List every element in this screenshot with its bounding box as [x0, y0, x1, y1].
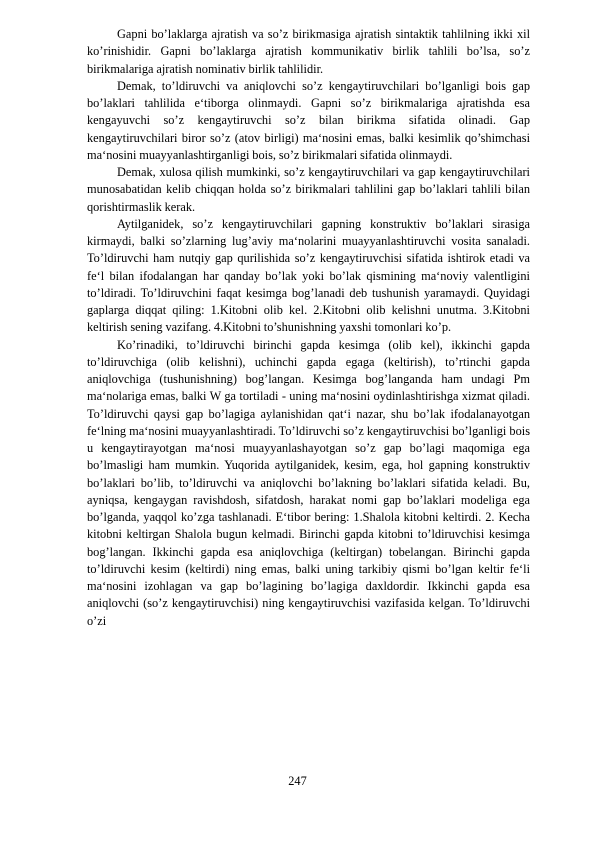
page-number: 247: [288, 774, 307, 788]
paragraph-3: Demak, xulosa qilish mumkinki, so’z kengaytiruvchilari va gap kengaytiruvchilari munosabatidan kelib chiqqan holda so’z birikmalari tahlilini gap bo’laklari tahlili bilan qorishtirmaslik kerak.: [87, 165, 530, 214]
document-body: [87, 26, 530, 630]
paragraph-4: Aytilganidek, so’z kengaytiruvchilari gapning konstruktiv bo’laklari sirasiga kirmaydi, balki so’zlarning lug’aviy ma‘nolarini muayyanlashtiruvchi vosita sanaladi. To’ldiruvchi ham nutqiy gap qurilishida so’z kengaytiruvchisi sifatida ishtirok etadi va fe‘l bilan ifodalangan har qanday bo’lak yoki bo’lak qismining ma‘noviy valentligini to’ldiradi. To’ldiruvchini faqat kesimga bog’lanadi deb tushunish yaramaydi. Quyidagi gaplarga diqqat qiling: 1.Kitobni olib kel. 2.Kitobni olib kelishni unutma. 3.Kitobni keltirish sening vazifang. 4.Kitobni to’shunishning yaxshi tomonlari ko’p.: [87, 216, 530, 335]
paragraph-2: Demak, to’ldiruvchi va aniqlovchi so’z kengaytiruvchilari bo’lganligi bois gap bo’laklari tahlilida e‘tiborga olinmaydi. Gapni so’z birikmalariga ajratishda esa kengayuvchi so’z kengaytiruvchi so’z bilan birikma sifatida olinadi. Gap kengaytiruvchilari biror so’z (atov birligi) ma‘nosini emas, balki kesimlik qo’shimchasi ma‘nosini muayyanlashtirganligi bois, so’z birikmalari sifatida olinmaydi.: [87, 78, 530, 162]
paragraph-1: Gapni bo’laklarga ajratish va so’z birikmasiga ajratish sintaktik tahlilning ikki xil ko’rinishidir. Gapni bo’laklarga ajratish kommunikativ birlik tahlili bo’lsa, so’z birikmalariga ajratish nominativ birlik tahlilidir.: [87, 27, 530, 76]
paragraph-5: Ko’rinadiki, to’ldiruvchi birinchi gapda kesimga (olib kel), ikkinchi gapda to’ldiruvchiga (olib kelishni), uchinchi gapda egaga (keltirish), to’rtinchi gapda aniqlovchiga (tushunishning) bog’langan. Kesimga bog’langanda ham undagi Pm ma‘nolariga emas, balki W ga tortiladi - uning ma‘nosini oydinlashtirishga xizmat qiladi. To’ldiruvchi qaysi gap bo’lagiga aylanishidan qat‘i nazar, shu bo’lak ifodalanayotgan fe‘lning ma‘nosini muayyanlashtiradi. To’ldiruvchi so’z kengaytiruvchisi bo’lganligi bois u kengaytirayotgan ma‘nosi muayyanlashayotgan so’z gap bo’lagi maqomiga ega bo’lmasligi ham mumkin. Yuqorida aytilganidek, kesim, ega, hol gapning konstruktiv bo’laklari bo’lib, to’ldiruvchi va aniqlovchi bo’lakning bo’laklari sifatida keladi. Bu, ayniqsa, kengaygan ravishdosh, sifatdosh, harakat nomi gap bo’laklari modeliga ega bo’lganda, yaqqol ko’zga tashlanadi. E‘tibor bering: 1.Shalola kitobni keltirdi. 2. Kecha kitobni keltirgan Shalola bugun kelmadi. Birinchi gapda kitobni to’ldiruvchisi kesimga bog’langan. Ikkinchi gapda esa aniqlovchiga (keltirgan) tobelangan. Birinchi gapda to’ldiruvchi kesim (keltirdi) ning emas, balki uning tarkibiy qismi bo’lgan keltir fe‘li ma‘nosini izohlagan va gap bo’lagining bo’lagiga daxldordir. Ikkinchi gapda esa aniqlovchi (so’z kengaytiruvchisi) ning kengaytiruvchisi vazifasida kelgan. To’ldiruvchi o’zi: [87, 337, 530, 628]
